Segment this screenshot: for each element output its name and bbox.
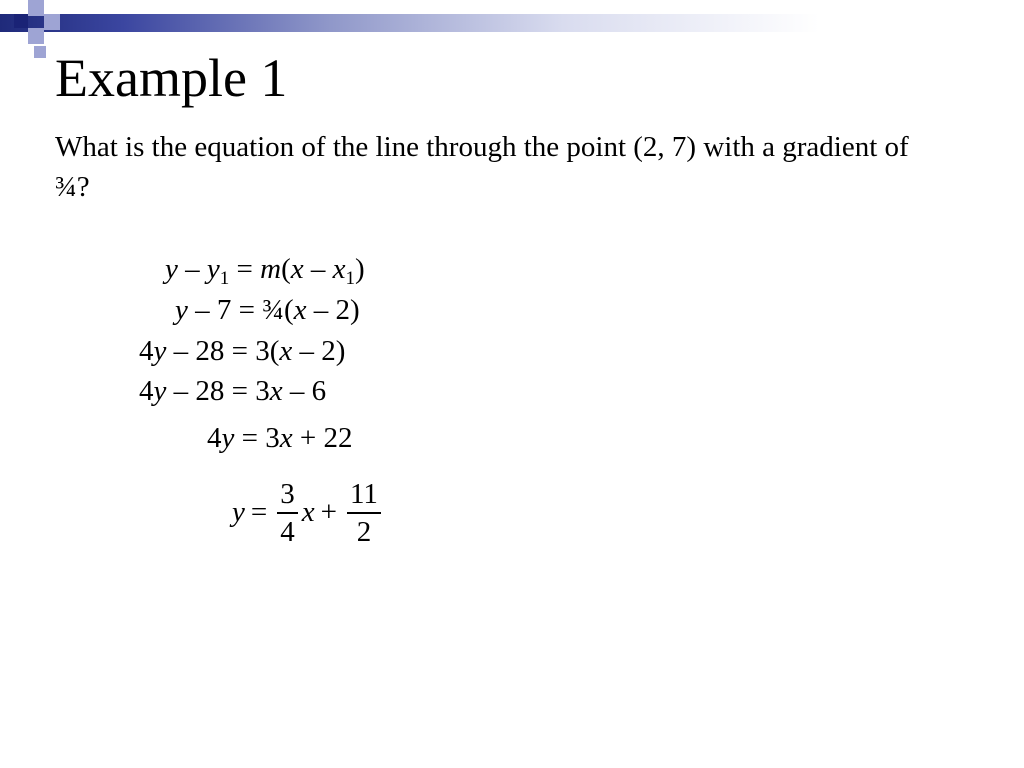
eq1-sub2: 1: [345, 268, 355, 289]
eq5-pre: 4: [207, 422, 222, 454]
eq4-y: y: [153, 375, 167, 407]
eq2-rest2: – 2): [306, 294, 360, 326]
eq3-rest1: – 28 = 3(: [166, 335, 280, 367]
fraction-bar: [277, 512, 298, 514]
eq5-x: x: [279, 422, 293, 454]
question-text: What is the equation of the line through the point (2, 7) with a gradient of ¾?: [55, 131, 909, 203]
eq6-plus: +: [320, 496, 337, 529]
eq3-y: y: [153, 335, 167, 367]
eq1-close: ): [354, 253, 365, 285]
fraction-denominator: 4: [280, 515, 295, 548]
decor-square-dark: [14, 14, 28, 28]
decor-square-light: [44, 14, 60, 30]
eq1-minus: –: [177, 253, 207, 285]
eq2-x: x: [293, 294, 307, 326]
eq4-rest1: – 28 = 3: [166, 375, 270, 407]
eq1-m: m: [260, 253, 282, 285]
eq4-x: x: [269, 375, 283, 407]
eq4-pre: 4: [139, 375, 154, 407]
decor-square-white: [60, 0, 76, 14]
eq6-x: x: [301, 496, 315, 529]
eq1-x1: x: [332, 253, 346, 285]
decor-square-light: [28, 28, 44, 44]
eq6-equals: =: [250, 496, 268, 529]
fraction-bar: [347, 512, 381, 514]
eq5-y: y: [221, 422, 235, 454]
fraction-three-quarters: [277, 478, 298, 548]
eq1-sub1: 1: [219, 268, 230, 289]
eq1-open: (: [281, 253, 291, 285]
eq1-x: x: [290, 253, 304, 285]
slide-title: Example 1: [55, 48, 288, 108]
eq1-equals: =: [229, 253, 261, 285]
fraction-eleven-halves: [347, 478, 381, 548]
eq6-y: y: [232, 496, 245, 529]
eq3-pre: 4: [139, 335, 154, 367]
eq3-rest2: – 2): [292, 335, 346, 367]
eq2-rest1: – 7 = ¾(: [187, 294, 294, 326]
fraction-numerator: 11: [349, 478, 378, 510]
equation-multiplied: [139, 334, 345, 368]
decor-square-light: [34, 46, 46, 58]
header-gradient-band: [0, 14, 1024, 32]
eq2-y: y: [175, 294, 188, 326]
eq4-rest2: – 6: [282, 375, 327, 407]
fraction-denominator: 2: [356, 515, 372, 548]
equation-point-slope: [165, 252, 365, 289]
decor-square-light: [28, 0, 44, 16]
eq5-rest1: = 3: [234, 422, 280, 454]
equation-substituted: [175, 293, 360, 327]
equation-expanded: [139, 374, 326, 408]
eq5-rest2: + 22: [292, 422, 353, 454]
eq3-x: x: [279, 335, 293, 367]
eq1-y: y: [165, 253, 178, 285]
fraction-numerator: 3: [280, 478, 295, 510]
eq1-minus2: –: [303, 253, 333, 285]
equation-final: [232, 478, 385, 548]
eq1-y1: y: [206, 253, 220, 285]
equation-rearranged: [207, 421, 352, 455]
